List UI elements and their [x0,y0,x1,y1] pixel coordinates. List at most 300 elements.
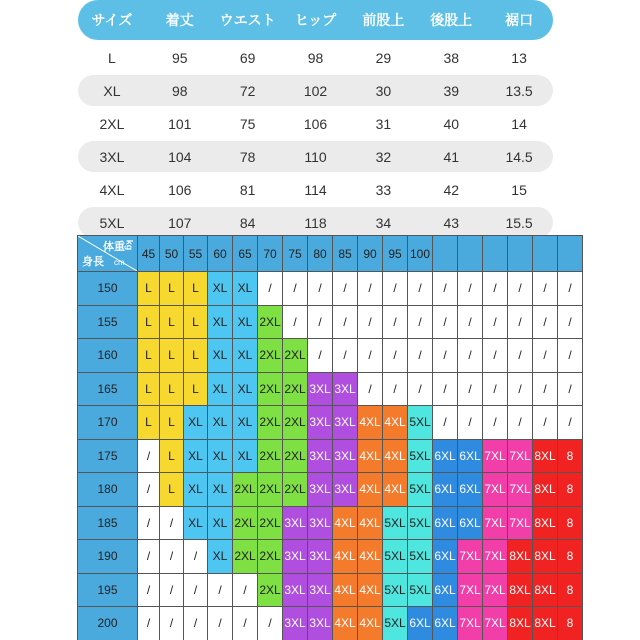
height-row-header: 170 [78,406,138,440]
size-grid-cell: 3XL [283,573,308,607]
size-grid-cell: 2XL [258,305,283,339]
size-grid-cell: XL [233,272,258,306]
size-grid-cell: / [508,372,533,406]
measurement-cell: 78 [239,148,256,165]
weight-column-header: 85 [333,236,358,272]
size-grid-row [78,406,583,440]
size-grid-cell: / [408,339,433,373]
size-grid-cell: 4XL [358,473,383,507]
size-grid-cell: 7XL [508,439,533,473]
measurement-cell: 31 [375,115,392,132]
size-grid [77,235,583,640]
size-grid-cell: 7XL [458,573,483,607]
height-row-header: 150 [78,272,138,306]
size-grid-cell: / [458,339,483,373]
height-row-header: 190 [78,540,138,574]
measurement-cell: 84 [239,214,256,231]
size-grid-cell: 4XL [333,573,358,607]
size-grid-cell: XL [208,540,233,574]
size-grid-row [78,339,583,373]
measurement-row [78,141,553,172]
size-grid-cell: XL [184,406,208,440]
measurement-cell: 3XL [99,148,125,165]
weight-column-header: 65 [233,236,258,272]
size-grid-cell: L [184,339,208,373]
size-grid-row [78,272,583,306]
size-grid-cell: / [138,473,160,507]
size-grid-cell: XL [184,439,208,473]
size-grid-cell: 4XL [333,540,358,574]
measurement-cell: 75 [239,115,256,132]
size-grid-row [78,607,583,640]
size-grid-cell: / [408,372,433,406]
size-grid-cell: 5XL [408,406,433,440]
height-row-header: 175 [78,439,138,473]
size-grid-cell: L [160,439,184,473]
size-grid-cell: L [160,406,184,440]
size-grid-cell: XL [208,439,233,473]
weight-label: 体重 [103,241,125,253]
measurement-row [78,207,553,238]
size-grid-cell: 5XL [408,439,433,473]
height-label: 身長 [82,256,104,268]
measurement-cell: 106 [168,181,192,198]
size-grid-cell: 5XL [408,473,433,507]
size-grid-cell: 6XL [433,506,458,540]
size-grid-cell: XL [233,339,258,373]
size-grid-cell: / [458,372,483,406]
size-grid-cell: 7XL [458,607,483,640]
size-grid-cell: 4XL [358,607,383,640]
size-grid-cell: / [508,339,533,373]
size-grid-cell: 2XL [258,540,283,574]
size-grid-cell: L [160,272,184,306]
size-grid-cell: L [160,305,184,339]
size-grid-cell: / [160,540,184,574]
size-grid-cell: / [433,406,458,440]
size-grid-cell: / [408,272,433,306]
weight-column-header: 95 [383,236,408,272]
size-grid-cell: 3XL [333,473,358,507]
size-grid-cell: / [138,439,160,473]
size-grid-cell: / [160,506,184,540]
measurement-cell: 38 [443,49,460,66]
size-measurement-table [78,0,553,240]
size-grid-cell: / [458,305,483,339]
weight-column-header [533,236,558,272]
height-row-header: 155 [78,305,138,339]
size-grid-cell: XL [208,339,233,373]
size-grid-cell: / [138,573,160,607]
size-grid-cell: 7XL [483,540,508,574]
size-grid-cell: 3XL [308,607,333,640]
measurement-cell: 13.5 [505,82,533,99]
size-grid-cell: 7XL [508,473,533,507]
height-unit: cm [114,258,125,267]
size-grid-cell: / [533,406,558,440]
size-grid-cell: XL [233,305,258,339]
measurement-cell: 42 [443,181,460,198]
size-grid-cell: 6XL [458,506,483,540]
size-grid-cell: / [533,272,558,306]
size-grid-cell: 2XL [283,372,308,406]
size-grid-cell: 6XL [433,607,458,640]
weight-column-header [483,236,508,272]
size-grid-cell: 2XL [233,506,258,540]
size-grid-cell: / [483,406,508,440]
size-grid-cell: 4XL [358,540,383,574]
size-grid-cell: XL [233,406,258,440]
measurement-cell: 34 [375,214,392,231]
size-grid-cell: / [483,305,508,339]
size-grid-cell: / [558,272,583,306]
size-grid-cell: / [533,305,558,339]
size-grid-cell: / [508,272,533,306]
size-grid-cell: 5XL [383,540,408,574]
size-grid-cell: / [533,372,558,406]
size-grid-cell: / [408,305,433,339]
measurement-cell: 32 [375,148,392,165]
size-grid-cell: / [508,305,533,339]
measurement-header-cell: サイズ [91,13,133,29]
size-grid-row [78,573,583,607]
size-grid-cell: / [138,540,160,574]
size-grid-cell: / [283,305,308,339]
weight-unit: kg [124,239,135,251]
size-grid-cell: 3XL [333,439,358,473]
size-grid-cell: L [184,305,208,339]
measurement-header-cell: 前股上 [362,13,405,29]
size-grid-cell: / [383,305,408,339]
size-grid-cell: 4XL [383,406,408,440]
size-grid-cell: 6XL [433,573,458,607]
size-grid-cell: / [208,607,233,640]
size-grid-cell: 7XL [483,607,508,640]
size-grid-cell: 5XL [383,506,408,540]
size-grid-cell: 5XL [383,573,408,607]
measurement-row [78,75,553,106]
size-grid-cell: 4XL [358,406,383,440]
measurement-cell: 4XL [99,181,125,198]
size-grid-cell: / [138,607,160,640]
size-grid-row [78,439,583,473]
size-grid-cell: / [433,339,458,373]
measurement-cell: 106 [303,115,328,132]
size-grid-cell: 2XL [258,573,283,607]
size-grid-cell: 3XL [283,607,308,640]
size-grid-cell: XL [208,305,233,339]
size-grid-cell: 8XL [508,540,533,574]
measurement-cell: 14 [511,115,527,132]
size-grid-cell: 3XL [308,439,333,473]
size-grid-cell: 4XL [333,506,358,540]
measurement-cell: 40 [443,115,460,132]
size-grid-cell: / [458,272,483,306]
weight-column-header: 75 [283,236,308,272]
weight-column-header [558,236,583,272]
size-grid-cell: 2XL [233,540,258,574]
height-row-header: 160 [78,339,138,373]
chart-corner-header [78,236,138,272]
size-grid-cell: 2XL [283,439,308,473]
size-grid-cell: / [558,339,583,373]
size-grid-cell: L [160,339,184,373]
size-grid-cell: 6XL [433,439,458,473]
measurement-row [78,42,553,73]
size-grid-cell: 3XL [283,506,308,540]
size-grid-cell: / [308,305,333,339]
size-grid-cell: / [184,573,208,607]
size-grid-cell: / [358,372,383,406]
size-grid-cell: 2XL [283,406,308,440]
size-grid-cell: 8XL [533,573,558,607]
weight-column-header: 55 [184,236,208,272]
measurement-cell: XL [103,82,121,99]
size-grid-cell: / [184,540,208,574]
size-grid-cell: 2XL [258,439,283,473]
measurement-cell: 33 [375,181,392,198]
measurement-cell: 15 [511,181,527,198]
measurement-cell: 104 [168,148,192,165]
size-grid-cell: / [308,339,333,373]
size-grid-cell: 4XL [358,506,383,540]
size-grid-cell: / [383,372,408,406]
size-grid-cell: L [184,272,208,306]
measurement-header-cell: ヒップ [294,13,337,29]
measurement-header-row [78,0,553,40]
size-grid-cell: 7XL [483,439,508,473]
size-grid-cell: / [333,272,358,306]
size-grid-cell: / [383,272,408,306]
size-grid-cell: / [184,607,208,640]
size-grid-cell: XL [184,506,208,540]
measurement-header-cell: 後股上 [430,13,473,29]
size-grid-cell: 2XL [283,473,308,507]
height-row-header: 195 [78,573,138,607]
size-grid-cell: / [533,339,558,373]
size-grid-cell: / [208,573,233,607]
measurement-cell: 15.5 [505,214,533,231]
size-grid-row [78,506,583,540]
height-row-header: 165 [78,372,138,406]
size-grid-cell: 3XL [283,540,308,574]
size-grid-cell: / [558,406,583,440]
size-grid-cell: 4XL [358,439,383,473]
size-grid-cell: 4XL [333,607,358,640]
size-grid-cell: 7XL [483,573,508,607]
height-row-header: 180 [78,473,138,507]
measurement-cell: 41 [443,148,460,165]
size-grid-cell: 3XL [308,372,333,406]
size-grid-cell: XL [208,473,233,507]
size-grid-cell: 4XL [358,573,383,607]
size-grid-cell: 4XL [383,473,408,507]
size-grid-row [78,473,583,507]
size-grid-cell: 6XL [433,473,458,507]
size-grid-cell: 7XL [483,506,508,540]
measurement-cell: 72 [239,82,256,99]
size-grid-cell: / [308,272,333,306]
size-grid-cell: 6XL [458,473,483,507]
size-grid-cell: 8 [558,607,583,640]
size-grid-cell: / [383,339,408,373]
weight-column-header: 70 [258,236,283,272]
size-grid-cell: 6XL [408,607,433,640]
size-grid-cell: / [508,406,533,440]
measurement-cell: 118 [304,214,327,231]
size-grid-cell: / [283,272,308,306]
height-row-header: 200 [78,607,138,640]
measurement-cell: 114 [304,181,327,198]
size-grid-cell: 8 [558,573,583,607]
measurement-header-cell: 着丈 [165,13,194,29]
size-grid-cell: 8XL [533,473,558,507]
size-grid-cell: / [358,305,383,339]
measurement-cell: 110 [304,148,327,165]
measurement-cell: 98 [307,49,324,66]
size-grid-cell: / [558,305,583,339]
measurement-cell: 81 [239,181,256,198]
size-grid-cell: 2XL [258,506,283,540]
size-grid-cell: 8XL [533,506,558,540]
size-grid-cell: / [333,305,358,339]
size-grid-cell: L [138,339,160,373]
size-grid-cell: 3XL [308,573,333,607]
weight-column-header: 90 [358,236,383,272]
size-grid-cell: / [433,272,458,306]
size-grid-cell: L [138,272,160,306]
size-grid-cell: L [160,372,184,406]
size-grid-cell: 8XL [508,573,533,607]
measurement-cell: 2XL [99,115,125,132]
measurement-cell: 43 [443,214,460,231]
height-row-header: 185 [78,506,138,540]
size-grid-cell: 3XL [333,406,358,440]
size-grid-cell: / [233,573,258,607]
measurement-cell: 95 [172,49,188,66]
size-grid-cell: / [458,406,483,440]
size-grid-cell: / [358,272,383,306]
measurement-cell: 98 [172,82,188,99]
weight-column-header: 60 [208,236,233,272]
size-grid-row [78,372,583,406]
size-grid-cell: XL [208,372,233,406]
size-grid-cell: / [258,607,283,640]
size-grid-cell: / [333,339,358,373]
weight-column-header: 45 [138,236,160,272]
size-grid-cell: 6XL [458,439,483,473]
size-grid-cell: / [138,506,160,540]
weight-column-header: 80 [308,236,333,272]
size-grid-cell: 2XL [258,406,283,440]
size-grid-cell: 3XL [333,372,358,406]
size-grid-cell: 7XL [458,540,483,574]
measurement-cell: 14.5 [505,148,533,165]
size-grid-cell: / [160,607,184,640]
measurement-cell: 13 [511,49,527,66]
size-grid-cell: / [233,607,258,640]
size-grid-cell: 2XL [258,339,283,373]
weight-column-header: 50 [160,236,184,272]
size-grid-cell: XL [233,439,258,473]
size-grid-cell: 8 [558,473,583,507]
size-grid-cell: L [138,372,160,406]
size-grid-cell: 8 [558,439,583,473]
size-grid-cell: L [160,473,184,507]
size-grid-cell: 3XL [308,406,333,440]
size-grid-cell: 8XL [533,540,558,574]
measurement-row [78,174,553,205]
measurement-cell: 69 [239,49,256,66]
measurement-cell: L [108,49,116,66]
size-grid-cell: / [258,272,283,306]
size-grid-cell: 5XL [408,573,433,607]
measurement-cell: 101 [168,115,192,132]
size-grid-cell: 8XL [508,607,533,640]
weight-column-header [458,236,483,272]
size-grid-row [78,540,583,574]
size-grid-cell: 3XL [308,506,333,540]
size-grid-cell: 2XL [233,473,258,507]
size-grid-cell: XL [233,372,258,406]
size-grid-cell: XL [208,272,233,306]
size-grid-cell: / [483,272,508,306]
measurement-header-cell: 裾口 [505,13,534,29]
size-grid-cell: 8 [558,540,583,574]
size-grid-cell: 6XL [433,540,458,574]
weight-column-header [433,236,458,272]
size-grid-cell: / [433,372,458,406]
size-grid-cell: 5XL [408,540,433,574]
size-grid-cell: L [138,305,160,339]
measurement-cell: 39 [443,82,460,99]
measurement-cell: 5XL [99,214,125,231]
size-grid-cell: 8 [558,506,583,540]
size-grid-cell: 7XL [508,506,533,540]
measurement-header-cell: ウエスト [219,13,276,29]
size-grid-cell: 5XL [408,506,433,540]
size-grid-cell: / [160,573,184,607]
size-grid-cell: 3XL [308,540,333,574]
size-grid-cell: 7XL [483,473,508,507]
size-grid-cell: 5XL [383,607,408,640]
size-grid-cell: 8XL [533,607,558,640]
size-grid-cell: / [483,339,508,373]
size-grid-cell: / [358,339,383,373]
weight-column-header: 100 [408,236,433,272]
height-weight-size-chart [77,235,640,640]
measurement-cell: 107 [168,214,192,231]
size-grid-row [78,305,583,339]
size-grid-cell: / [433,305,458,339]
size-grid-cell: XL [184,473,208,507]
size-grid-cell: 8XL [533,439,558,473]
size-grid-cell: 2XL [258,372,283,406]
size-grid-cell: 4XL [383,439,408,473]
size-grid-cell: L [184,372,208,406]
size-grid-cell: XL [208,506,233,540]
size-grid-cell: 3XL [308,473,333,507]
size-grid-cell: XL [208,406,233,440]
weight-column-header [508,236,533,272]
measurement-row [78,108,553,139]
size-grid-cell: 2XL [283,339,308,373]
measurement-cell: 102 [303,82,328,99]
size-grid-cell: / [483,372,508,406]
size-grid-cell: L [138,406,160,440]
measurement-cell: 30 [375,82,392,99]
size-grid-cell: 2XL [258,473,283,507]
